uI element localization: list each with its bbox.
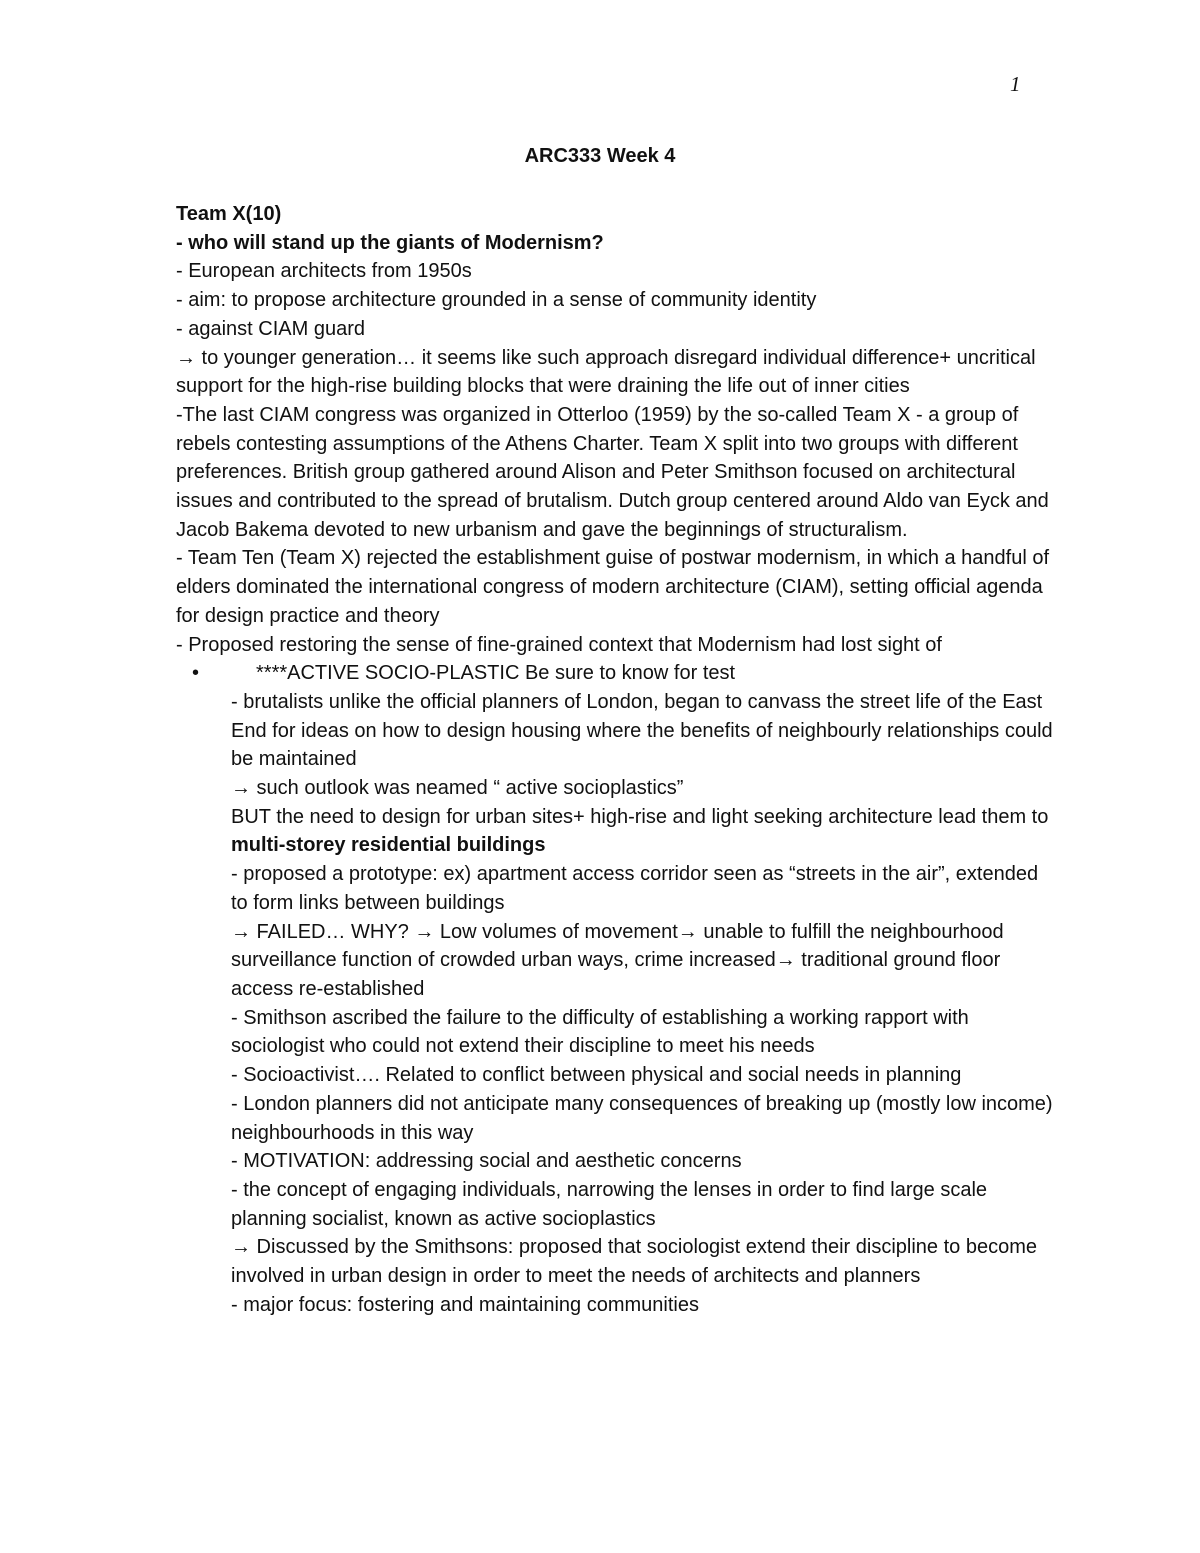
section-question: - who will stand up the giants of Modernism? (176, 231, 604, 254)
indented-notes (176, 688, 1056, 1319)
page-number: 1 (1010, 72, 1021, 96)
bullet-icon: • (192, 662, 200, 685)
note-line: - European architects from 1950s (176, 260, 472, 283)
note-line: - Proposed restoring the sense of fine-grained context that Modernism had lost sight of (176, 633, 942, 656)
document-body (176, 200, 1056, 1319)
bullet-text: ****ACTIVE SOCIO-PLASTIC Be sure to know for test (256, 662, 736, 685)
indented-line-text: BUT the need to design for urban sites+ high-rise and light seeking architecture lead them to (231, 805, 1049, 828)
indented-line: - MOTIVATION: addressing social and aesthetic concerns (231, 1150, 742, 1173)
section-heading: Team X(10) (176, 203, 282, 225)
indented-line: - the concept of engaging individuals, narrowing the lenses in order to find large scale planning socialist, known as active socioplastics (231, 1178, 988, 1230)
note-paragraph: -The last CIAM congress was organized in Otterloo (1959) by the so-called Team X - a group of rebels contesting assumptions of the Athens Charter. Team X split into two groups with different preferences. British group gathered around Alison and Peter Smithson focused on architectural issues and contributed to the spread of brutalism. Dutch group centered around Aldo van Eyck and Jacob Bakema devoted to new urbanism and gave the beginnings of structuralism. (176, 403, 1049, 541)
indented-line: - Smithson ascribed the failure to the difficulty of establishing a working rapport with sociologist who could not extend their discipline to meet his needs (231, 1006, 969, 1058)
indented-line: → FAILED… WHY? → Low volumes of movement→ unable to fulfill the neighbourhood surveillance function of crowded urban ways, crime increased→ traditional ground floor access re-established (231, 920, 1004, 1000)
indented-line: - Socioactivist…. Related to conflict between physical and social needs in planning (231, 1064, 962, 1087)
indented-line: - proposed a prototype: ex) apartment access corridor seen as “streets in the air”, extended to form links between buildings (231, 863, 1039, 914)
bullet-item (176, 659, 1056, 688)
emphasis-text: multi-storey residential buildings (231, 834, 546, 857)
note-line: → to younger generation… it seems like such approach disregard individual difference+ uncritical support for the high-rise building blocks that were draining the life out of inner cities (176, 346, 1036, 398)
indented-line: - major focus: fostering and maintaining communities (231, 1293, 699, 1316)
note-paragraph: - Team Ten (Team X) rejected the establishment guise of postwar modernism, in which a handful of elders dominated the international congress of modern architecture (CIAM), setting official agenda for design practice and theory (176, 547, 1050, 627)
indented-line: → Discussed by the Smithsons: proposed that sociologist extend their discipline to become involved in urban design in order to meet the needs of architects and planners (231, 1236, 1037, 1288)
indented-line: - brutalists unlike the official planners of London, began to canvass the street life of the East End for ideas on how to design housing where the benefits of neighbourly relationships could be maintained (231, 690, 1053, 771)
document-title: ARC333 Week 4 (524, 145, 676, 167)
note-line: - against CIAM guard (176, 317, 365, 340)
indented-line: - London planners did not anticipate many consequences of breaking up (mostly low income) neighbourhoods in this way (231, 1092, 1053, 1144)
indented-line (231, 803, 1056, 860)
indented-line: → such outlook was neamed “ active socioplastics” (231, 777, 684, 800)
note-line: - aim: to propose architecture grounded in a sense of community identity (176, 289, 817, 312)
